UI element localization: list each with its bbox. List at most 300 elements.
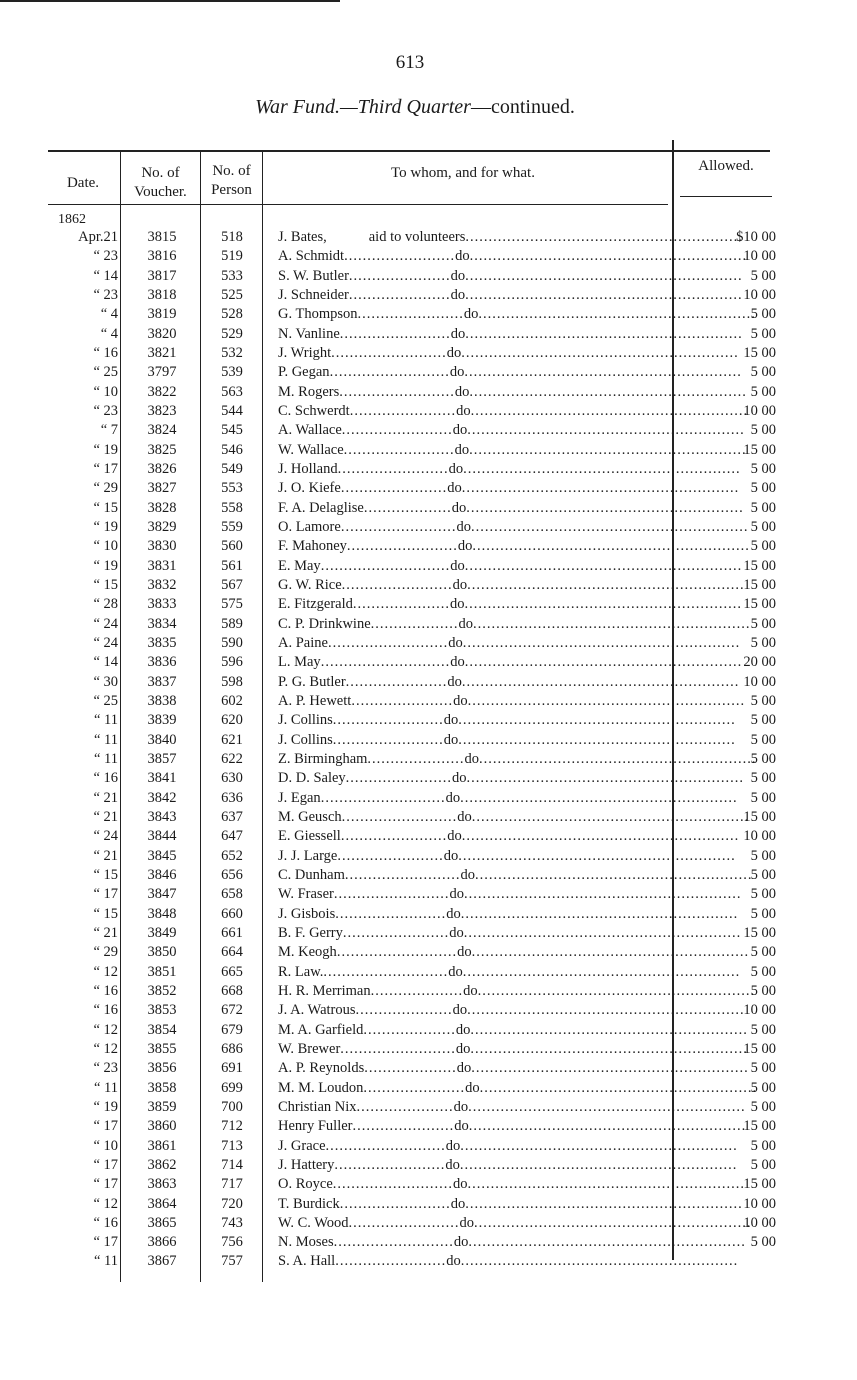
row-voucher-number: 3862 [147, 1157, 177, 1173]
row-allowed-amount: 10 00 [743, 287, 776, 303]
table-row [0, 557, 857, 576]
row-allowed-amount: 5 00 [750, 1234, 776, 1250]
row-allowed-amount: 5 00 [750, 983, 776, 999]
row-allowed-amount: 5 00 [750, 712, 776, 728]
row-purpose: do [450, 287, 466, 303]
row-voucher-number: 3867 [147, 1253, 177, 1269]
row-purpose: do [453, 1234, 469, 1250]
row-date: “ 14 [93, 268, 118, 284]
row-voucher-number: 3822 [147, 384, 177, 400]
row-payee: P. G. Butler......................do............................................................ [278, 674, 740, 690]
table-row [0, 518, 857, 537]
row-purpose: do [450, 558, 465, 574]
row-payee: J. Wright.........................do............................................................ [278, 345, 739, 361]
row-allowed-amount: 5 00 [750, 326, 776, 342]
row-payee: J. Egan...........................do............................................................ [278, 790, 738, 806]
row-allowed-amount: 5 00 [750, 519, 776, 535]
row-voucher-number: 3830 [147, 538, 177, 554]
row-payee: E. May............................do............................................................ [278, 558, 743, 574]
row-payee: W. Fraser.........................do............................................................ [278, 886, 742, 902]
row-payee-name: J. A. Watrous [278, 1002, 356, 1018]
row-date: “ 10 [93, 1138, 118, 1154]
row-purpose: do [455, 248, 470, 264]
row-person-number: 549 [221, 461, 243, 477]
row-payee-name: J. Wright [278, 345, 332, 361]
row-person-number: 519 [221, 248, 243, 264]
row-person-number: 712 [221, 1118, 243, 1134]
row-person-number: 668 [221, 983, 243, 999]
row-payee: J. Grace..........................do............................................................ [278, 1138, 738, 1154]
row-person-number: 602 [221, 693, 243, 709]
row-person-number: 558 [221, 500, 243, 516]
table-row [0, 1059, 857, 1078]
row-payee-name: J. Schneider [278, 287, 349, 303]
row-purpose: do [447, 480, 462, 496]
row-person-number: 561 [221, 558, 243, 574]
row-payee-name: S. A. Hall [278, 1253, 336, 1269]
row-voucher-number: 3863 [147, 1176, 177, 1192]
row-payee-name: G. Thompson [278, 306, 358, 322]
row-voucher-number: 3844 [147, 828, 177, 844]
row-person-number: 598 [221, 674, 243, 690]
table-row [0, 789, 857, 808]
row-allowed-amount: 5 00 [750, 1138, 776, 1154]
row-purpose: do [443, 712, 459, 728]
row-voucher-number: 3842 [147, 790, 177, 806]
header-bottom-rule [48, 204, 668, 205]
row-allowed-amount: 15 00 [743, 596, 776, 612]
row-payee-name: O. Lamore [278, 519, 341, 535]
row-payee-name: P. G. Butler [278, 674, 346, 690]
row-payee: W. C. Wood........................do............................................................ [278, 1215, 752, 1231]
row-purpose: do [449, 925, 464, 941]
row-date: “ 21 [93, 809, 118, 825]
table-row [0, 228, 857, 247]
row-date: “ 19 [93, 1099, 118, 1115]
row-payee: A. P. Hewett......................do............................................................ [278, 693, 746, 709]
row-voucher-number: 3845 [147, 848, 177, 864]
row-date: “ 19 [93, 519, 118, 535]
row-voucher-number: 3841 [147, 770, 177, 786]
table-row [0, 267, 857, 286]
row-person-number: 660 [221, 906, 243, 922]
header-person [201, 162, 262, 200]
row-allowed-amount: 15 00 [743, 442, 776, 458]
row-allowed-amount: 5 00 [750, 1022, 776, 1038]
row-purpose: do [455, 1041, 471, 1057]
row-purpose: do [450, 268, 466, 284]
row-payee: G. W. Rice........................do............................................................ [278, 577, 745, 593]
row-voucher-number: 3836 [147, 654, 177, 670]
row-payee-name: J. J. Large [278, 848, 338, 864]
row-purpose: do [445, 1138, 461, 1154]
row-person-number: 563 [221, 384, 243, 400]
row-person-number: 553 [221, 480, 243, 496]
table-row [0, 576, 857, 595]
row-allowed-amount: 10 00 [743, 1215, 776, 1231]
row-allowed-amount: 5 00 [750, 1099, 776, 1115]
row-voucher-number: 3854 [147, 1022, 177, 1038]
row-payee-name: A. Paine [278, 635, 328, 651]
row-person-number: 532 [221, 345, 243, 361]
row-payee-name: M. Keogh [278, 944, 337, 960]
row-payee-name: N. Vanline [278, 326, 340, 342]
row-payee: Christian Nix.....................do............................................................ [278, 1099, 746, 1115]
row-allowed-amount: 5 00 [750, 480, 776, 496]
row-person-number: 647 [221, 828, 243, 844]
row-payee: B. F. Gerry.......................do............................................................ [278, 925, 742, 941]
row-voucher-number: 3857 [147, 751, 177, 767]
row-payee: R. Law............................do............................................................ [278, 964, 741, 980]
table-row [0, 673, 857, 692]
row-purpose: do [459, 1215, 475, 1231]
row-payee-name: N. Moses [278, 1234, 334, 1250]
row-voucher-number: 3837 [147, 674, 177, 690]
row-date: “ 11 [93, 751, 118, 767]
row-voucher-number: 3843 [147, 809, 177, 825]
row-person-number: 691 [221, 1060, 243, 1076]
row-payee: Z. Birmingham.....................do............................................................ [278, 751, 757, 767]
row-person-number: 757 [221, 1253, 243, 1269]
row-person-number: 518 [221, 229, 243, 245]
row-date: “ 17 [93, 886, 118, 902]
row-date: “ 14 [93, 654, 118, 670]
row-payee-name: T. Burdick [278, 1196, 340, 1212]
row-date: “ 23 [93, 248, 118, 264]
row-date: “ 24 [93, 635, 118, 651]
row-allowed-amount: 5 00 [750, 790, 776, 806]
table-row [0, 982, 857, 1001]
table-row [0, 383, 857, 402]
row-allowed-amount: 15 00 [743, 345, 776, 361]
row-payee-name: B. F. Gerry [278, 925, 343, 941]
row-purpose: do [456, 403, 471, 419]
row-person-number: 544 [221, 403, 243, 419]
row-person-number: 720 [221, 1196, 243, 1212]
row-payee: A. Paine..........................do............................................................ [278, 635, 741, 651]
row-payee-name: C. Schwerdt [278, 403, 350, 419]
row-payee-name: J. Gisbois [278, 906, 336, 922]
row-payee: J. Hattery........................do............................................................ [278, 1157, 738, 1173]
row-payee-name: C. Dunham [278, 867, 345, 883]
row-payee-name: J. Egan [278, 790, 321, 806]
row-allowed-amount: 5 00 [750, 616, 776, 632]
row-purpose: do [447, 828, 462, 844]
row-allowed-amount: 5 00 [750, 306, 776, 322]
row-payee: J. Collins........................do............................................................ [278, 732, 736, 748]
row-payee-name: W. Brewer [278, 1041, 341, 1057]
row-payee-name: J. Bates, [278, 229, 327, 245]
row-purpose: do [443, 848, 459, 864]
row-voucher-number: 3818 [147, 287, 177, 303]
row-allowed-amount: 10 00 [743, 403, 776, 419]
table-row [0, 1079, 857, 1098]
row-purpose: do [463, 983, 478, 999]
row-payee-name: J. O. Kiefe [278, 480, 341, 496]
row-voucher-number: 3833 [147, 596, 177, 612]
row-allowed-amount: 5 00 [750, 422, 776, 438]
row-allowed-amount: 10 00 [743, 674, 776, 690]
row-date: “ 24 [93, 616, 118, 632]
row-payee: W. Brewer.........................do............................................................ [278, 1041, 748, 1057]
row-purpose: do [450, 596, 465, 612]
row-allowed-amount: 5 00 [750, 364, 776, 380]
row-payee-name: A. P. Hewett [278, 693, 352, 709]
row-purpose: do [449, 886, 464, 902]
table-row [0, 286, 857, 305]
row-payee-name: J. Collins [278, 732, 333, 748]
row-date: “ 17 [93, 1118, 118, 1134]
row-payee-name: G. W. Rice [278, 577, 342, 593]
row-person-number: 621 [221, 732, 243, 748]
table-row [0, 460, 857, 479]
row-person-number: 664 [221, 944, 243, 960]
table-row [0, 808, 857, 827]
row-allowed-amount: 5 00 [750, 1080, 776, 1096]
header-voucher-line2: Voucher. [134, 184, 187, 200]
row-payee: O. Royce..........................do............................................................ [278, 1176, 746, 1192]
table-row [0, 615, 857, 634]
table-row [0, 692, 857, 711]
row-date: “ 11 [93, 1253, 118, 1269]
row-purpose: do [463, 306, 479, 322]
row-date: “ 15 [93, 867, 118, 883]
row-purpose: do [448, 964, 463, 980]
row-purpose: do [451, 500, 467, 516]
row-payee: C. Schwerdt.......................do............................................................ [278, 403, 749, 419]
row-payee: H. R. Merriman....................do............................................................ [278, 983, 756, 999]
row-payee-name: S. W. Butler [278, 268, 349, 284]
row-payee: D. D. Saley.......................do............................................................ [278, 770, 745, 786]
row-date: “ 7 [100, 422, 118, 438]
row-allowed-amount: 10 00 [743, 1196, 776, 1212]
row-allowed-amount: 15 00 [743, 925, 776, 941]
row-purpose: do [449, 364, 465, 380]
row-date: “ 11 [93, 712, 118, 728]
row-date: “ 24 [93, 828, 118, 844]
row-allowed-amount: 10 00 [743, 828, 776, 844]
row-voucher-number: 3840 [147, 732, 177, 748]
row-voucher-number: 3852 [147, 983, 177, 999]
row-voucher-number: 3856 [147, 1060, 177, 1076]
row-purpose: do [443, 732, 459, 748]
table-row [0, 963, 857, 982]
row-date: “ 16 [93, 983, 118, 999]
row-date: “ 17 [93, 1234, 118, 1250]
row-payee-name: L. May [278, 654, 321, 670]
row-payee-name: P. Gegan [278, 364, 330, 380]
row-allowed-amount: 5 00 [750, 693, 776, 709]
row-voucher-number: 3827 [147, 480, 177, 496]
row-date: “ 15 [93, 577, 118, 593]
row-payee: C. P. Drinkwine...................do............................................................ [278, 616, 751, 632]
row-payee-name: M. A. Garfield [278, 1022, 364, 1038]
row-person-number: 528 [221, 306, 243, 322]
row-payee-name: D. D. Saley [278, 770, 346, 786]
row-person-number: 636 [221, 790, 243, 806]
row-allowed-amount: 5 00 [750, 906, 776, 922]
row-date: “ 17 [93, 1157, 118, 1173]
table-row [0, 1195, 857, 1214]
table-row [0, 827, 857, 846]
row-payee-name: J. Holland [278, 461, 338, 477]
row-voucher-number: 3820 [147, 326, 177, 342]
row-payee-name: W. Fraser [278, 886, 334, 902]
row-person-number: 567 [221, 577, 243, 593]
row-date: “ 23 [93, 287, 118, 303]
year-label: 1862 [58, 212, 86, 227]
row-payee: M. A. Garfield....................do............................................................ [278, 1022, 748, 1038]
row-purpose: do [458, 616, 474, 632]
table-row [0, 595, 857, 614]
table-row [0, 1001, 857, 1020]
row-voucher-number: 3815 [147, 229, 177, 245]
row-allowed-amount: 10 00 [743, 1002, 776, 1018]
row-allowed-amount: 20 00 [743, 654, 776, 670]
row-voucher-number: 3816 [147, 248, 177, 264]
row-allowed-amount: 5 00 [750, 268, 776, 284]
row-payee-name: M. Geusch [278, 809, 342, 825]
row-date: “ 29 [93, 480, 118, 496]
row-voucher-number: 3819 [147, 306, 177, 322]
row-person-number: 622 [221, 751, 243, 767]
row-payee: A. Schmidt........................do............................................................ [278, 248, 748, 264]
row-voucher-number: 3835 [147, 635, 177, 651]
row-voucher-number: 3839 [147, 712, 177, 728]
row-voucher-number: 3861 [147, 1138, 177, 1154]
row-payee-name: W. Wallace [278, 442, 344, 458]
row-payee-name: A. Schmidt [278, 248, 345, 264]
row-person-number: 620 [221, 712, 243, 728]
row-person-number: 686 [221, 1041, 243, 1057]
row-voucher-number: 3832 [147, 577, 177, 593]
row-allowed-amount: 15 00 [743, 577, 776, 593]
row-person-number: 672 [221, 1002, 243, 1018]
row-person-number: 596 [221, 654, 243, 670]
row-purpose: do [450, 1196, 466, 1212]
row-person-number: 575 [221, 596, 243, 612]
row-date: “ 15 [93, 906, 118, 922]
row-voucher-number: 3864 [147, 1196, 177, 1212]
row-payee: N. Moses..........................do............................................................ [278, 1234, 746, 1250]
row-purpose: do [445, 1157, 460, 1173]
row-date: “ 28 [93, 596, 118, 612]
row-payee: M. Geusch.........................do............................................................ [278, 809, 750, 825]
row-payee: J. Holland........................do............................................................ [278, 461, 741, 477]
header-person-line1: No. of [212, 163, 251, 179]
table-row [0, 537, 857, 556]
row-date: “ 15 [93, 500, 118, 516]
row-payee: J. Collins........................do............................................................ [278, 712, 736, 728]
row-person-number: 589 [221, 616, 243, 632]
row-date: “ 4 [100, 326, 118, 342]
row-date: “ 17 [93, 461, 118, 477]
row-person-number: 717 [221, 1176, 243, 1192]
row-voucher-number: 3848 [147, 906, 177, 922]
row-payee: O. Lamore.........................do............................................................ [278, 519, 749, 535]
row-person-number: 529 [221, 326, 243, 342]
row-allowed-amount: 5 00 [750, 867, 776, 883]
row-date: “ 25 [93, 364, 118, 380]
row-payee: M. M. Loudon......................do............................................................ [278, 1080, 758, 1096]
row-purpose: do [452, 1002, 468, 1018]
row-payee-name: C. P. Drinkwine [278, 616, 371, 632]
table-row [0, 1137, 857, 1156]
heading-continued: —continued. [470, 96, 575, 118]
row-allowed-amount: 5 00 [750, 944, 776, 960]
row-payee-name: E. Giessell [278, 828, 341, 844]
row-person-number: 545 [221, 422, 243, 438]
row-purpose: do [448, 635, 463, 651]
header-voucher [121, 164, 200, 202]
row-person-number: 559 [221, 519, 243, 535]
row-allowed-amount: 15 00 [743, 1118, 776, 1134]
row-payee: J. O. Kiefe.......................do............................................................ [278, 480, 740, 496]
row-payee: G. Thompson.......................do............................................................ [278, 306, 756, 322]
row-payee: T. Burdick........................do............................................................ [278, 1196, 743, 1212]
header-date: Date. [66, 175, 100, 191]
row-payee-name: A. P. Reynolds [278, 1060, 365, 1076]
row-purpose: do [465, 1080, 480, 1096]
row-allowed-amount: $10 00 [736, 229, 776, 245]
row-person-number: 700 [221, 1099, 243, 1115]
table-row [0, 731, 857, 750]
row-payee: J. Schneider......................do............................................................ [278, 287, 743, 303]
table-row [0, 1156, 857, 1175]
row-voucher-number: 3834 [147, 616, 177, 632]
table-row [0, 866, 857, 885]
row-voucher-number: 3859 [147, 1099, 177, 1115]
top-rule [0, 0, 340, 2]
row-payee: F. A. Delaglise...................do............................................................ [278, 500, 744, 516]
row-person-number: 665 [221, 964, 243, 980]
row-allowed-amount: 15 00 [743, 558, 776, 574]
header-top-rule [48, 150, 770, 152]
row-allowed-amount: 5 00 [750, 461, 776, 477]
row-person-number: 679 [221, 1022, 243, 1038]
table-row [0, 1021, 857, 1040]
row-date: “ 19 [93, 442, 118, 458]
row-payee: F. Mahoney........................do............................................................ [278, 538, 750, 554]
row-purpose: do [453, 1176, 468, 1192]
table-row [0, 769, 857, 788]
table-row [0, 499, 857, 518]
row-date: “ 23 [93, 403, 118, 419]
row-date: “ 21 [93, 925, 118, 941]
row-allowed-amount: 5 00 [750, 1060, 776, 1076]
row-voucher-number: 3855 [147, 1041, 177, 1057]
row-voucher-number: 3829 [147, 519, 177, 535]
row-purpose: do [452, 577, 468, 593]
row-purpose: do [445, 790, 461, 806]
row-payee-name: E. May [278, 558, 321, 574]
table-row [0, 247, 857, 266]
row-person-number: 525 [221, 287, 243, 303]
row-allowed-amount: 5 00 [750, 751, 776, 767]
row-payee: M. Keogh..........................do............................................................ [278, 944, 750, 960]
row-payee-name: F. Mahoney [278, 538, 347, 554]
row-allowed-amount: 5 00 [750, 635, 776, 651]
table-row [0, 905, 857, 924]
row-payee-name: W. C. Wood [278, 1215, 349, 1231]
row-date: “ 19 [93, 558, 118, 574]
row-person-number: 630 [221, 770, 243, 786]
row-payee: S. A. Hall........................do............................................................ [278, 1253, 739, 1269]
row-voucher-number: 3846 [147, 867, 177, 883]
row-voucher-number: 3866 [147, 1234, 177, 1250]
table-row [0, 924, 857, 943]
row-voucher-number: 3797 [147, 364, 177, 380]
